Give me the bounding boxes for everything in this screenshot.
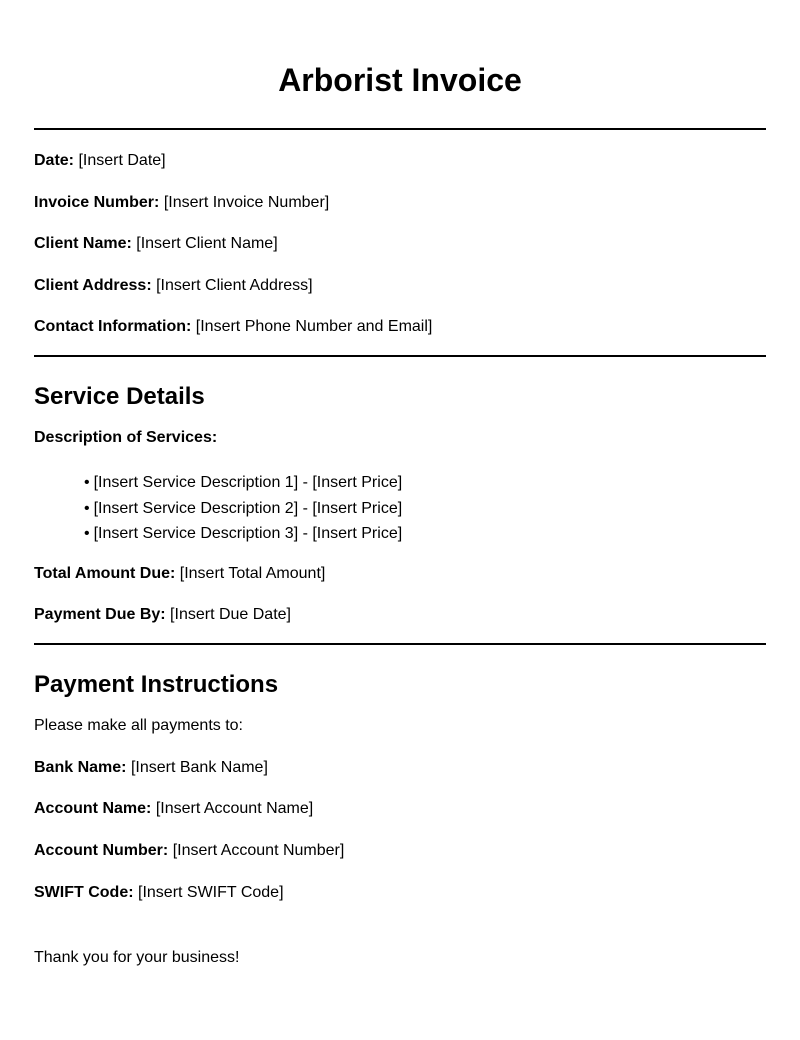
client-name-label: Client Name: [34,235,132,252]
client-address-value: [Insert Client Address] [156,277,313,294]
contact-info-value: [Insert Phone Number and Email] [195,318,433,335]
service-details-heading: Service Details [34,383,205,410]
bank-name-label: Bank Name: [34,758,127,776]
payment-instructions-heading: Payment Instructions [34,670,279,698]
account-number-field [34,841,766,861]
invoice-number-label: Invoice Number: [34,194,160,211]
header-fields [34,130,766,337]
invoice-number-value: [Insert Invoice Number] [163,194,330,211]
invoice-number-field [34,193,766,213]
account-number-value: [Insert Account Number] [172,841,345,859]
date-value: [Insert Date] [78,152,166,169]
bank-name-value: [Insert Bank Name] [130,758,268,776]
date-field [34,151,766,171]
client-name-field [34,234,766,254]
account-name-field [34,799,766,819]
date-label: Date: [34,152,75,169]
total-amount-value: [Insert Total Amount] [179,564,326,582]
client-name-value: [Insert Client Name] [136,235,278,252]
total-amount-field [34,564,766,584]
payment-instructions-section [34,645,766,968]
account-number-label: Account Number: [34,841,169,859]
total-amount-label: Total Amount Due: [34,564,176,582]
client-address-label: Client Address: [34,277,152,294]
bank-name-field [34,758,766,778]
service-details-section [34,357,766,625]
swift-code-field [34,883,766,903]
contact-info-field [34,317,766,337]
service-list [34,470,766,547]
contact-info-label: Contact Information: [34,318,192,335]
account-name-value: [Insert Account Name] [155,799,314,817]
swift-code-label: SWIFT Code: [34,883,134,901]
service-item: • [Insert Service Description 3] - [Insert Price] [84,521,766,547]
swift-code-value: [Insert SWIFT Code] [138,883,284,901]
closing-message: Thank you for your business! [34,948,240,966]
payment-due-field [34,605,766,625]
service-item: • [Insert Service Description 1] - [Insert Price] [84,470,766,496]
service-item: • [Insert Service Description 2] - [Insert Price] [84,496,766,522]
description-of-services-label: Description of Services: [34,429,218,446]
payment-due-value: [Insert Due Date] [170,605,291,623]
payment-due-label: Payment Due By: [34,605,166,623]
account-name-label: Account Name: [34,799,152,817]
client-address-field [34,276,766,296]
payment-intro: Please make all payments to: [34,716,243,734]
invoice-title: Arborist Invoice [278,62,522,98]
